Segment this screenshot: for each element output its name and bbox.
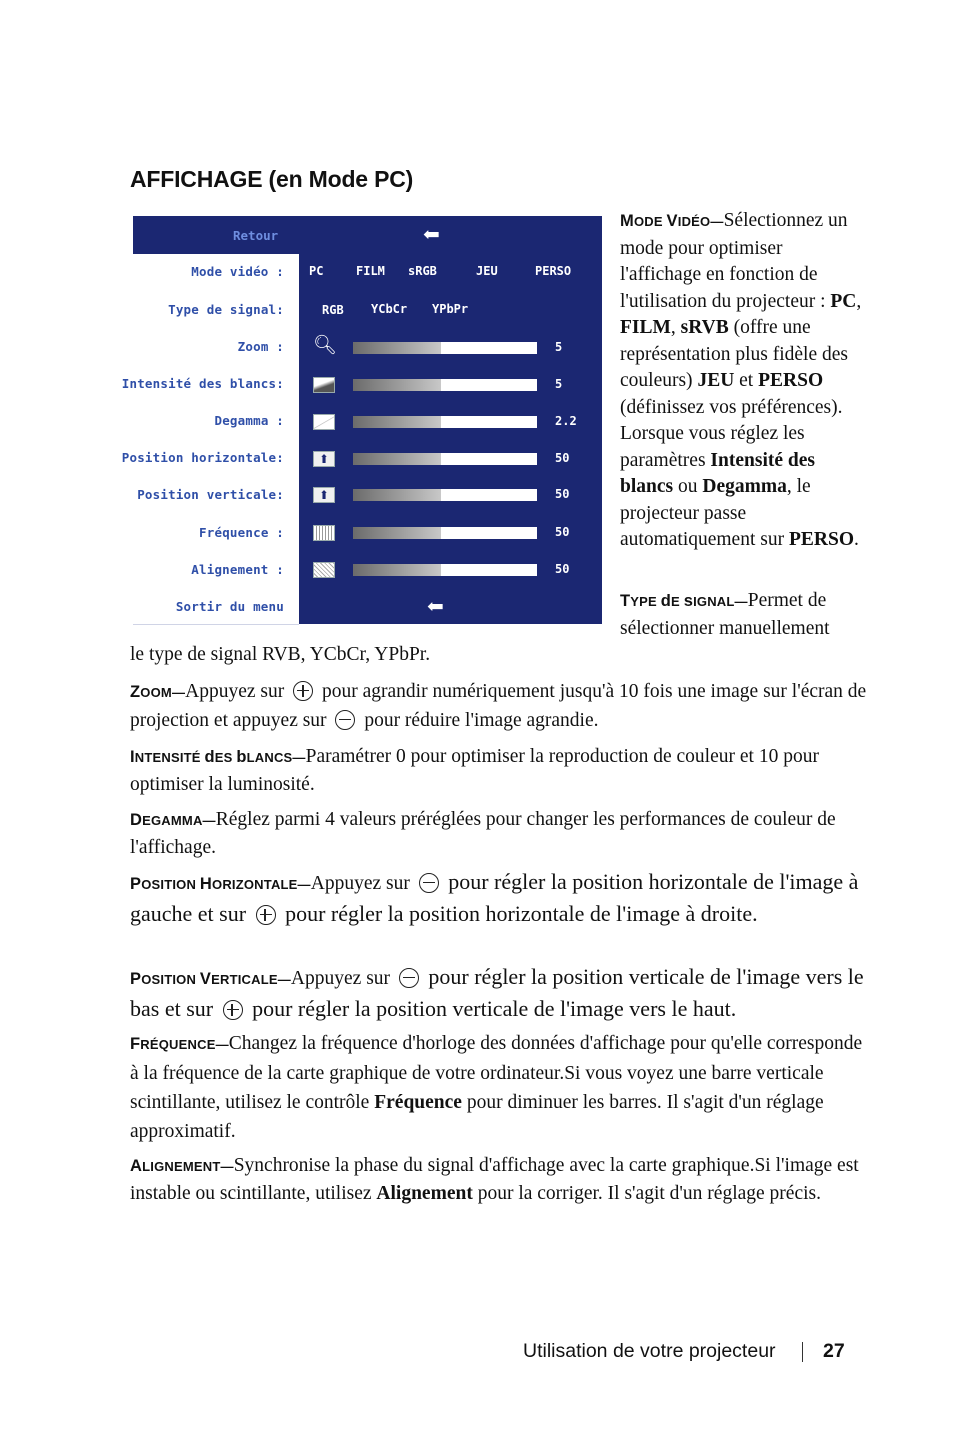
- osd-mode-pc: PC: [309, 264, 324, 278]
- frequency-icon: [313, 525, 335, 541]
- minus-button-icon: [419, 873, 439, 893]
- slider-fill: [353, 527, 441, 539]
- osd-signal-ycbcr: YCbCr: [371, 302, 408, 316]
- zoom-icon: 🔍︎: [313, 335, 338, 356]
- frequence-paragraph: FRÉQUENCE—Changez la fréquence d'horloge des données d'affichage pour qu'elle corresponde à la fréquence de la carte graphique de votre ordinateur.Si vous voyez une barre verticale scintillante, utilisez le contrôle Fréquence pour diminuer les barres. Il s'agit d'un réglage approximatif.: [130, 1033, 863, 1142]
- osd-label-h-position: Position horizontale:: [121, 450, 284, 465]
- slider-fill: [353, 416, 441, 428]
- osd-mode-perso: PERSO: [535, 264, 572, 278]
- mode-video-paragraph: MODE VIDÉO—Sélectionnez un mode pour optimiser l'affichage en fonction de l'utilisation du projecteur : PC, FILM, sRVB (offre une représentation plus fidèle des couleurs) JEU et PERSO (définissez vos préférences). Lorsque vous réglez les paramètres Intensité des blancs ou Degamma, le projecteur passe automatiquement sur PERSO.: [620, 210, 862, 550]
- white-intensity-value: 5: [555, 377, 563, 391]
- minus-button-icon: [335, 710, 355, 730]
- osd-mode-film: FILM: [356, 264, 385, 278]
- osd-label-tracking: Alignement :: [191, 562, 284, 577]
- page-title: AFFICHAGE (en Mode PC): [130, 166, 414, 192]
- osd-label-v-position: Position verticale:: [137, 487, 284, 502]
- position-horizontale-paragraph: POSITION HORIZONTALE—Appuyez sur pour régler la position horizontale de l'image à gauche et sur pour régler la position horizontale de l'image à droite.: [130, 869, 859, 926]
- footer-divider: [802, 1342, 803, 1362]
- zoom-slider: [353, 342, 537, 354]
- section-head: MODE VIDÉO—: [620, 212, 724, 230]
- frequency-slider: [353, 527, 537, 539]
- section-head: FRÉQUENCE—: [130, 1035, 229, 1053]
- type-signal-continued: le type de signal RVB, YCbCr, YPbPr.: [130, 644, 431, 665]
- slider-fill: [353, 379, 441, 391]
- degamma-value: 2.2: [555, 414, 577, 428]
- osd-menu: [121, 216, 602, 624]
- degamma-paragraph: DEGAMMA—Réglez parmi 4 valeurs préréglées pour changer les performances de couleur de l'affichage.: [130, 809, 836, 858]
- h-position-icon: ⬆: [313, 451, 335, 467]
- minus-button-icon: [399, 968, 419, 988]
- slider-fill: [353, 342, 441, 354]
- osd-label-degamma: Degamma :: [214, 413, 284, 428]
- white-intensity-slider: [353, 379, 537, 391]
- osd-signal-rgb: RGB: [322, 303, 344, 317]
- slider-fill: [353, 453, 441, 465]
- osd-mode-jeu: JEU: [476, 264, 498, 278]
- exit-arrow-icon: ⬅︎: [427, 596, 444, 618]
- h-position-value: 50: [555, 451, 570, 465]
- alignement-paragraph: ALIGNEMENT—Synchronise la phase du signal d'affichage avec la carte graphique.Si l'image est instable ou scintillante, utilisez Alignement pour la corriger. Il s'agit d'un réglage précis.: [130, 1155, 859, 1204]
- enter-arrow-icon: ⬅︎: [423, 224, 440, 246]
- section-head: POSITION HORIZONTALE—: [130, 875, 311, 893]
- intensite-paragraph: INTENSITÉ dES bLANCS—Paramétrer 0 pour optimiser la reproduction de couleur et 10 pour optimiser la luminosité.: [130, 746, 819, 795]
- section-head: ALIGNEMENT—: [130, 1157, 234, 1175]
- osd-label-zoom: Zoom :: [237, 339, 284, 354]
- osd-header: [133, 216, 602, 254]
- white-intensity-icon: [313, 377, 335, 393]
- section-head: INTENSITÉ dES bLANCS—: [130, 748, 306, 766]
- zoom-value: 5: [555, 340, 563, 354]
- plus-button-icon: [293, 681, 313, 701]
- tracking-value: 50: [555, 562, 570, 576]
- osd-label-white-intensity: Intensité des blancs:: [121, 376, 284, 391]
- v-position-slider: [353, 489, 537, 501]
- section-head: DEGAMMA—: [130, 811, 216, 829]
- osd-label-signal-type: Type de signal:: [168, 302, 284, 317]
- slider-fill: [353, 564, 441, 576]
- degamma-icon: [313, 414, 335, 430]
- page-number: 27: [823, 1340, 845, 1362]
- position-verticale-paragraph: POSITION VERTICALE—Appuyez sur pour régler la position verticale de l'image vers le bas et sur pour régler la position verticale de l'image vers le haut.: [130, 964, 864, 1021]
- tracking-slider: [353, 564, 537, 576]
- plus-button-icon: [256, 905, 276, 925]
- osd-back-label: Retour: [233, 228, 279, 243]
- plus-button-icon: [223, 1000, 243, 1020]
- zoom-paragraph: ZOOM—Appuyez sur pour agrandir numériquement jusqu'à 10 fois une image sur l'écran de projection et appuyez sur pour réduire l'image agrandie.: [130, 681, 867, 731]
- h-position-slider: [353, 453, 537, 465]
- osd-label-exit: Sortir du menu: [175, 599, 284, 614]
- section-head: ZOOM—: [130, 683, 186, 701]
- section-head: POSITION VERTICALE—: [130, 970, 291, 988]
- frequency-value: 50: [555, 525, 570, 539]
- degamma-slider: [353, 416, 537, 428]
- type-signal-paragraph: TYPE dE sIGNAL—Permet de sélectionner manuellement: [620, 590, 830, 639]
- osd-mode-srgb: sRGB: [408, 264, 437, 278]
- tracking-icon: [313, 562, 335, 578]
- v-position-icon: ⬆: [313, 487, 335, 503]
- footer-section-title: Utilisation de votre projecteur: [523, 1340, 776, 1362]
- osd-label-frequency: Fréquence :: [199, 525, 284, 540]
- v-position-value: 50: [555, 487, 570, 501]
- slider-fill: [353, 489, 441, 501]
- osd-label-video-mode: Mode vidéo :: [191, 264, 284, 279]
- section-head: TYPE dE sIGNAL—: [620, 592, 748, 610]
- osd-signal-ypbpr: YPbPr: [432, 302, 469, 316]
